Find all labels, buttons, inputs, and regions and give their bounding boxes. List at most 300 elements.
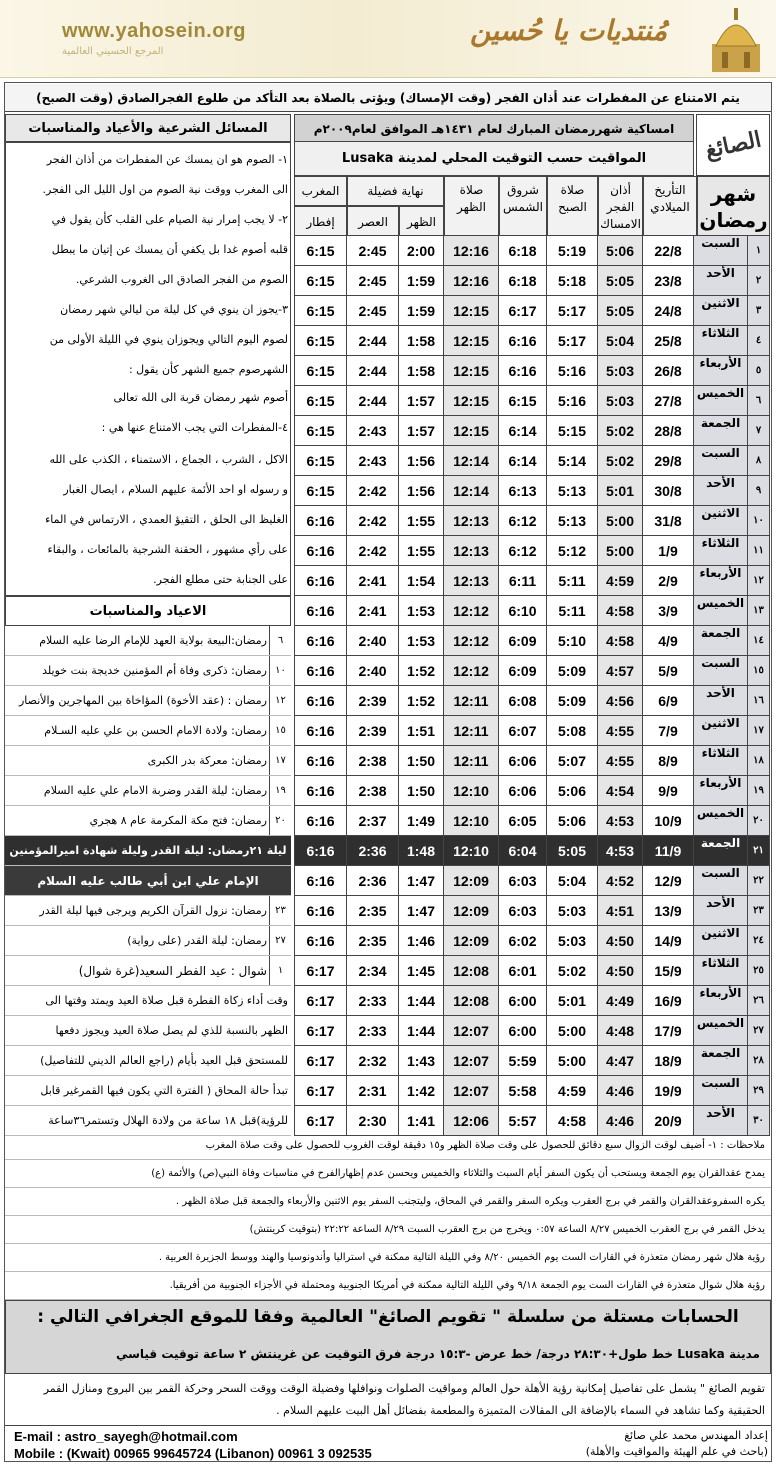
cell-magh: 6:16: [294, 746, 347, 776]
issue-line: لصوم اليوم التالي ويجوزان ينوي في الليلة الأولى من: [49, 333, 288, 346]
cell-sun: 6:12: [499, 536, 547, 566]
cell-imsak: 5:05: [598, 296, 643, 326]
cell-num: ٨: [748, 446, 770, 476]
cell-fajr: 5:03: [547, 896, 598, 926]
table-row: [294, 536, 770, 566]
cell-zend: 1:50: [399, 746, 444, 776]
cell-date: 17/9: [643, 1016, 694, 1046]
cell-fajr: 5:06: [547, 806, 598, 836]
cell-asr: 2:45: [347, 236, 399, 266]
cell-zend: 1:50: [399, 776, 444, 806]
cell-asr: 2:36: [347, 836, 399, 866]
event-item: [5, 746, 291, 776]
cell-date: 15/9: [643, 956, 694, 986]
cell-zuhr: 12:15: [444, 386, 499, 416]
cell-zend: 1:43: [399, 1046, 444, 1076]
cell-asr: 2:33: [347, 986, 399, 1016]
cell-sun: 6:03: [499, 866, 547, 896]
cell-sun: 5:57: [499, 1106, 547, 1136]
cell-num: ٢٤: [748, 926, 770, 956]
cell-sun: 5:58: [499, 1076, 547, 1106]
table-row: [294, 446, 770, 476]
cell-magh: 6:16: [294, 896, 347, 926]
cell-fajr: 5:16: [547, 356, 598, 386]
cell-day: الثلاثاء: [694, 536, 748, 566]
table-row: [294, 866, 770, 896]
cell-magh: 6:16: [294, 656, 347, 686]
cell-imsak: 4:46: [598, 1106, 643, 1136]
note-line: ملاحظات : ١- أضيف لوقت الزوال سبع دقائق للحصول على وقت صلاة الظهر و١٥ دقيقة لوقت الغروب للحصول على وقت صلاة المغرب: [5, 1132, 771, 1160]
cell-imsak: 4:54: [598, 776, 643, 806]
table-row: [294, 626, 770, 656]
cell-date: 5/9: [643, 656, 694, 686]
cell-sun: 5:59: [499, 1046, 547, 1076]
cell-sun: 6:09: [499, 626, 547, 656]
cell-zuhr: 12:09: [444, 926, 499, 956]
calendar-description: تقويم الصائغ " يشمل على تفاصيل إمكانية رؤية الأهلة حول العالم ومواقيت الصلوات ونوافلها وفضيلة الوقت ووقت السحر وحركة القمر بين البروج ومنازل القمر الحقيقية وكما تشاهد في السماء بالإضافة الى المقالات المتميزة والمطعمة بفضائل أهل البيت عليهم السلام .: [5, 1376, 771, 1426]
event-day: ٢٠: [269, 806, 291, 836]
table-row: [294, 476, 770, 506]
table-row: [294, 326, 770, 356]
cell-imsak: 5:02: [598, 446, 643, 476]
cell-zend: 1:48: [399, 836, 444, 866]
cell-zuhr: 12:10: [444, 776, 499, 806]
cell-day: الجمعة: [694, 626, 748, 656]
cell-zend: 1:58: [399, 356, 444, 386]
cell-fajr: 5:02: [547, 956, 598, 986]
cell-day: الأحد: [694, 896, 748, 926]
cell-day: الأحد: [694, 476, 748, 506]
cell-asr: 2:44: [347, 356, 399, 386]
event-day: ١٩: [269, 776, 291, 806]
cell-fajr: 5:09: [547, 656, 598, 686]
cell-sun: 6:10: [499, 596, 547, 626]
cell-fajr: 5:14: [547, 446, 598, 476]
cell-num: ١٢: [748, 566, 770, 596]
cell-date: 16/9: [643, 986, 694, 1016]
cell-zuhr: 12:07: [444, 1016, 499, 1046]
cell-magh: 6:16: [294, 836, 347, 866]
event-text: رمضان: نزول القرآن الكريم ويرجى فيها ليلة القدر: [39, 904, 267, 917]
cell-zend: 1:51: [399, 716, 444, 746]
table-row: [294, 746, 770, 776]
cell-day: الجمعة: [694, 836, 748, 866]
cell-asr: 2:43: [347, 416, 399, 446]
contact-email[interactable]: E-mail : astro_sayegh@hotmail.com: [14, 1429, 238, 1444]
cell-asr: 2:30: [347, 1106, 399, 1136]
cell-asr: 2:41: [347, 596, 399, 626]
cell-fajr: 5:09: [547, 686, 598, 716]
cell-imsak: 4:46: [598, 1076, 643, 1106]
issue-line: على رأي مشهور ، الحقنة الشرجية بالمائعات ، والبقاء: [47, 543, 288, 556]
shawwal-line: تبدأ حالة المحاق ( الفترة التي يكون فيها القمرغير قابل: [5, 1076, 291, 1106]
cell-num: ٣: [748, 296, 770, 326]
cell-magh: 6:15: [294, 386, 347, 416]
cell-sun: 6:05: [499, 806, 547, 836]
cell-imsak: 5:01: [598, 476, 643, 506]
issue-line: ٢- لا يجب إمرار نية الصيام على القلب كأن يقول في: [51, 213, 288, 226]
cell-day: الأحد: [694, 266, 748, 296]
calculation-box: [5, 1300, 771, 1374]
cell-sun: 6:07: [499, 716, 547, 746]
cell-day: الجمعة: [694, 1046, 748, 1076]
issue-line: الاكل ، الشرب ، الجماع ، الاستمناء ، الكذب على الله: [49, 453, 288, 466]
table-row: [294, 1046, 770, 1076]
table-row: [294, 776, 770, 806]
cell-sun: 6:06: [499, 776, 547, 806]
cell-day: الخميس: [694, 386, 748, 416]
cell-num: ٢: [748, 266, 770, 296]
event-item: [5, 716, 291, 746]
cell-asr: 2:45: [347, 296, 399, 326]
col-iftar: إفطار: [294, 206, 347, 236]
cell-date: 11/9: [643, 836, 694, 866]
site-subtitle: المرجع الحسيني العالمية: [62, 46, 164, 57]
shawwal-item: [5, 956, 291, 986]
cell-asr: 2:42: [347, 476, 399, 506]
cell-zend: 1:49: [399, 806, 444, 836]
cell-num: ١٠: [748, 506, 770, 536]
cell-date: 25/8: [643, 326, 694, 356]
cell-fajr: 5:05: [547, 836, 598, 866]
cell-zuhr: 12:07: [444, 1046, 499, 1076]
cell-asr: 2:42: [347, 506, 399, 536]
calc-title: الحسابات مستلة من سلسلة " تقويم الصائغ" العالمية وفقا للموقع الجغرافي التالي :: [37, 1307, 739, 1327]
cell-date: 9/9: [643, 776, 694, 806]
event-day: ١٥: [269, 716, 291, 746]
cell-imsak: 4:52: [598, 866, 643, 896]
cell-fajr: 5:06: [547, 776, 598, 806]
cell-day: الأربعاء: [694, 986, 748, 1016]
cell-date: 6/9: [643, 686, 694, 716]
cell-date: 8/9: [643, 746, 694, 776]
forum-logo: مُنتديات يا حُسين: [470, 14, 668, 47]
cell-zuhr: 12:08: [444, 956, 499, 986]
cell-date: 4/9: [643, 626, 694, 656]
cell-date: 3/9: [643, 596, 694, 626]
cell-fajr: 5:19: [547, 236, 598, 266]
table-row: [294, 716, 770, 746]
cell-num: ٢٣: [748, 896, 770, 926]
cell-sun: 6:12: [499, 506, 547, 536]
cell-sun: 6:15: [499, 386, 547, 416]
cell-num: ١٨: [748, 746, 770, 776]
cell-imsak: 5:03: [598, 356, 643, 386]
table-row: [294, 806, 770, 836]
cell-num: ١٩: [748, 776, 770, 806]
cell-num: ١٦: [748, 686, 770, 716]
cell-zuhr: 12:15: [444, 296, 499, 326]
cell-date: 27/8: [643, 386, 694, 416]
cell-zend: 1:59: [399, 296, 444, 326]
cell-imsak: 5:05: [598, 266, 643, 296]
table-row: [294, 266, 770, 296]
cell-day: الاثنين: [694, 296, 748, 326]
site-url[interactable]: www.yahosein.org: [62, 20, 246, 42]
col-fajr: صلاة الصبح: [547, 176, 598, 236]
note-line: رؤية هلال شوال متعذرة في القارات الست يوم الجمعة ٩/١٨ وفي الليلة التالية ممكنة في أمريكا الجنوبية ومحتملة في الأجزاء الجنوبية من أفريقيا.: [5, 1272, 771, 1300]
cell-zuhr: 12:12: [444, 656, 499, 686]
cell-imsak: 4:59: [598, 566, 643, 596]
cell-asr: 2:34: [347, 956, 399, 986]
cell-num: ٥: [748, 356, 770, 386]
cell-num: ١٥: [748, 656, 770, 686]
event-text: رمضان: ليلة القدر (على رواية): [127, 934, 267, 947]
cell-zend: 1:41: [399, 1106, 444, 1136]
cell-zend: 1:47: [399, 866, 444, 896]
event-text: رمضان:البيعة بولاية العهد للإمام الرضا عليه السلام: [39, 634, 267, 647]
cell-magh: 6:17: [294, 986, 347, 1016]
cell-magh: 6:16: [294, 716, 347, 746]
cell-day: السبت: [694, 1076, 748, 1106]
cell-day: الاثنين: [694, 716, 748, 746]
cell-imsak: 5:02: [598, 416, 643, 446]
cell-num: ١٣: [748, 596, 770, 626]
cell-asr: 2:35: [347, 926, 399, 956]
calc-location: مدينة Lusaka خط طول+٢٨:٣٠ درجة/ خط عرض -١٥:٣ درجة فرق التوقيت عن غرينتش ٢ ساعة توقيت قياسي: [115, 1347, 760, 1361]
cell-asr: 2:31: [347, 1076, 399, 1106]
author-title: (باحث في علم الهيئة والمواقيت والأهلة): [585, 1445, 768, 1458]
cell-imsak: 4:51: [598, 896, 643, 926]
issue-line: الشهرصوم جميع الشهر كأن يقول :: [128, 363, 288, 376]
cell-date: 2/9: [643, 566, 694, 596]
cell-zuhr: 12:12: [444, 596, 499, 626]
cell-num: ١١: [748, 536, 770, 566]
cell-magh: 6:16: [294, 686, 347, 716]
cell-asr: 2:40: [347, 656, 399, 686]
col-fadila-asr: العصر: [347, 206, 399, 236]
issue-line: الصوم من الفجر الصادق الى الغروب الشرعي.: [75, 273, 288, 286]
table-row: [294, 386, 770, 416]
cell-num: ٢٥: [748, 956, 770, 986]
cell-sun: 6:17: [499, 296, 547, 326]
cell-num: ١٤: [748, 626, 770, 656]
cell-zuhr: 12:11: [444, 746, 499, 776]
cell-zend: 1:57: [399, 386, 444, 416]
cell-sun: 6:18: [499, 236, 547, 266]
cell-fajr: 5:00: [547, 1016, 598, 1046]
event-highlight-2: الإمام علي ابن أبي طالب عليه السلام: [5, 866, 291, 896]
event-day: ١٧: [269, 746, 291, 776]
notice-bar: يتم الامتناع عن المفطرات عند أذان الفجر (وقت الإمساك) ويؤتى بالصلاة بعد التأكد من طلوع الفجرالصادق (وقت الصبح): [5, 84, 771, 112]
cell-num: ١: [748, 236, 770, 266]
cell-fajr: 5:08: [547, 716, 598, 746]
cell-day: الأربعاء: [694, 566, 748, 596]
cell-asr: 2:36: [347, 866, 399, 896]
cell-magh: 6:15: [294, 296, 347, 326]
cell-date: 26/8: [643, 356, 694, 386]
cell-date: 20/9: [643, 1106, 694, 1136]
cell-zuhr: 12:09: [444, 866, 499, 896]
cell-zuhr: 12:16: [444, 266, 499, 296]
cell-zend: 1:57: [399, 416, 444, 446]
cell-date: 28/8: [643, 416, 694, 446]
table-row: [294, 296, 770, 326]
cell-zuhr: 12:16: [444, 236, 499, 266]
table-row: [294, 1076, 770, 1106]
cell-zend: 1:47: [399, 896, 444, 926]
cell-fajr: 5:12: [547, 536, 598, 566]
cell-sun: 6:04: [499, 836, 547, 866]
cell-imsak: 4:58: [598, 596, 643, 626]
cell-imsak: 4:47: [598, 1046, 643, 1076]
cell-zend: 2:00: [399, 236, 444, 266]
cell-zuhr: 12:07: [444, 1076, 499, 1106]
cell-magh: 6:17: [294, 956, 347, 986]
table-row: [294, 506, 770, 536]
event-day: ١: [269, 956, 291, 986]
cell-day: الاثنين: [694, 926, 748, 956]
sayegh-logo: الصائغ: [696, 114, 770, 176]
cell-zuhr: 12:14: [444, 476, 499, 506]
event-item: [5, 656, 291, 686]
issue-line: الى المغرب ووقت نية الصوم من اول الليل الى الفجر.: [42, 183, 288, 196]
cell-asr: 2:44: [347, 326, 399, 356]
event-item: [5, 686, 291, 716]
cell-date: 7/9: [643, 716, 694, 746]
cell-imsak: 5:04: [598, 326, 643, 356]
cell-day: الأحد: [694, 686, 748, 716]
cell-zend: 1:58: [399, 326, 444, 356]
cell-asr: 2:38: [347, 746, 399, 776]
contact-block: [14, 1428, 484, 1462]
author-name: إعداد المهندس محمد علي صائغ: [624, 1429, 768, 1442]
cell-imsak: 4:50: [598, 956, 643, 986]
cell-sun: 6:16: [499, 356, 547, 386]
cell-sun: 6:18: [499, 266, 547, 296]
cell-fajr: 5:15: [547, 416, 598, 446]
event-text: رمضان: فتح مكة المكرمة عام ٨ هجري: [89, 814, 267, 827]
cell-zuhr: 12:06: [444, 1106, 499, 1136]
cell-imsak: 4:55: [598, 746, 643, 776]
cell-imsak: 4:56: [598, 686, 643, 716]
cell-num: ٢٧: [748, 1016, 770, 1046]
cell-zuhr: 12:08: [444, 986, 499, 1016]
cell-sun: 6:08: [499, 686, 547, 716]
cell-imsak: 5:00: [598, 506, 643, 536]
month-header: شهر رمضان: [697, 176, 770, 236]
cell-asr: 2:42: [347, 536, 399, 566]
event-item: [5, 926, 291, 956]
event-text: رمضان: ليلة القدر وضربة الامام علي عليه السلام: [43, 784, 267, 797]
shawwal-line: للرؤية)قبل ١٨ ساعة من ولادة الهلال وتستمر٣٦ساعة: [5, 1106, 291, 1136]
shawwal-line: وقت أداء زكاة الفطرة قبل صلاة العيد ويمتد وقتها الى: [5, 986, 291, 1016]
cell-zuhr: 12:15: [444, 326, 499, 356]
cell-magh: 6:17: [294, 1106, 347, 1136]
cell-imsak: 4:49: [598, 986, 643, 1016]
cell-num: ٤: [748, 326, 770, 356]
cell-imsak: 4:53: [598, 836, 643, 866]
cell-imsak: 4:55: [598, 716, 643, 746]
cell-zuhr: 12:13: [444, 506, 499, 536]
cell-magh: 6:15: [294, 356, 347, 386]
cell-imsak: 4:48: [598, 1016, 643, 1046]
cell-zend: 1:59: [399, 266, 444, 296]
cell-sun: 6:03: [499, 896, 547, 926]
cell-magh: 6:16: [294, 806, 347, 836]
issue-line: قلبه أصوم غدا بل يكفي أن يمسك عن إتيان ما يبطل: [51, 243, 288, 256]
cell-zend: 1:53: [399, 596, 444, 626]
col-fadila: نهاية فضيلة: [347, 176, 444, 206]
cell-zuhr: 12:09: [444, 896, 499, 926]
cell-date: 1/9: [643, 536, 694, 566]
issue-line: ٤-المفطرات التي يجب الامتناع عنها هي :: [101, 421, 288, 434]
cell-imsak: 5:00: [598, 536, 643, 566]
note-line: رؤية هلال شهر رمضان متعذرة في القارات الست يوم الخميس ٨/٢٠ وفي الليلة التالية ممكنة في استراليا وأندونوسيا والهند ووسط الجزيرة العربية .: [5, 1244, 771, 1272]
note-line: يدخل القمر في برج العقرب الخميس ٨/٢٧ الساعة ٠:٥٧ ويخرج من برج العقرب السبت ٨/٢٩ الساعة ٢٢:٢٢ (بتوقيت كرينتش): [5, 1216, 771, 1244]
cell-sun: 6:14: [499, 416, 547, 446]
event-day: ٢٧: [269, 926, 291, 956]
cell-fajr: 5:10: [547, 626, 598, 656]
cell-day: الاثنين: [694, 506, 748, 536]
cell-asr: 2:38: [347, 776, 399, 806]
issue-line: ١- الصوم هو ان يمسك عن المفطرات من أذان الفجر: [46, 153, 288, 166]
cell-fajr: 5:17: [547, 296, 598, 326]
cell-zend: 1:53: [399, 626, 444, 656]
cell-zend: 1:54: [399, 566, 444, 596]
table-row: [294, 566, 770, 596]
cell-date: 18/9: [643, 1046, 694, 1076]
cell-imsak: 4:50: [598, 926, 643, 956]
cell-asr: 2:45: [347, 266, 399, 296]
cell-magh: 6:15: [294, 416, 347, 446]
table-subtitle: المواقيت حسب التوقيت المحلي لمدينة Lusaka: [294, 142, 694, 176]
cell-asr: 2:33: [347, 1016, 399, 1046]
cell-date: 13/9: [643, 896, 694, 926]
event-item: [5, 896, 291, 926]
cell-day: السبت: [694, 446, 748, 476]
cell-num: ٢٦: [748, 986, 770, 1016]
cell-zuhr: 12:11: [444, 686, 499, 716]
cell-imsak: 5:06: [598, 236, 643, 266]
cell-magh: 6:16: [294, 626, 347, 656]
cell-sun: 6:14: [499, 446, 547, 476]
cell-fajr: 5:11: [547, 596, 598, 626]
cell-zend: 1:55: [399, 506, 444, 536]
cell-magh: 6:15: [294, 266, 347, 296]
cell-sun: 6:01: [499, 956, 547, 986]
cell-magh: 6:15: [294, 326, 347, 356]
issues-title: المسائل الشرعية والأعياد والمناسبات: [5, 114, 291, 142]
site-banner: [0, 0, 776, 78]
cell-num: ٦: [748, 386, 770, 416]
cell-num: ٩: [748, 476, 770, 506]
cell-day: الخميس: [694, 1016, 748, 1046]
cell-date: 24/8: [643, 296, 694, 326]
cell-num: ٢٩: [748, 1076, 770, 1106]
cell-zend: 1:44: [399, 1016, 444, 1046]
cell-zuhr: 12:15: [444, 416, 499, 446]
cell-zend: 1:45: [399, 956, 444, 986]
shawwal-line: للمستحق قبل العيد بأيام (راجع العالم الديني للتفاصيل): [5, 1046, 291, 1076]
cell-date: 30/8: [643, 476, 694, 506]
cell-fajr: 5:17: [547, 326, 598, 356]
table-title: امساكية شهررمضان المبارك لعام ١٤٣١هـ الموافق لعام٢٠٠٩م: [294, 114, 694, 142]
shrine-dome-icon: [704, 4, 768, 74]
note-line: يكره السفروعقدالقران والقمر في برج العقرب ويكره السفر والقمر في المحاق، وليتجنب السفر يوم الاثنين والأربعاء والجمعة قبل صلاة الظهر .: [5, 1188, 771, 1216]
cell-magh: 6:17: [294, 1046, 347, 1076]
cell-num: ٣٠: [748, 1106, 770, 1136]
cell-magh: 6:15: [294, 236, 347, 266]
cell-num: ١٧: [748, 716, 770, 746]
table-row: [294, 356, 770, 386]
cell-imsak: 4:53: [598, 806, 643, 836]
cell-imsak: 4:57: [598, 656, 643, 686]
cell-zend: 1:44: [399, 986, 444, 1016]
col-zuhr: صلاة الظهر: [444, 176, 499, 236]
contact-mobile: Mobile : (Kwait) 00965 99645724 (Libanon) 00961 3 092535: [14, 1446, 372, 1461]
cell-day: الأربعاء: [694, 776, 748, 806]
